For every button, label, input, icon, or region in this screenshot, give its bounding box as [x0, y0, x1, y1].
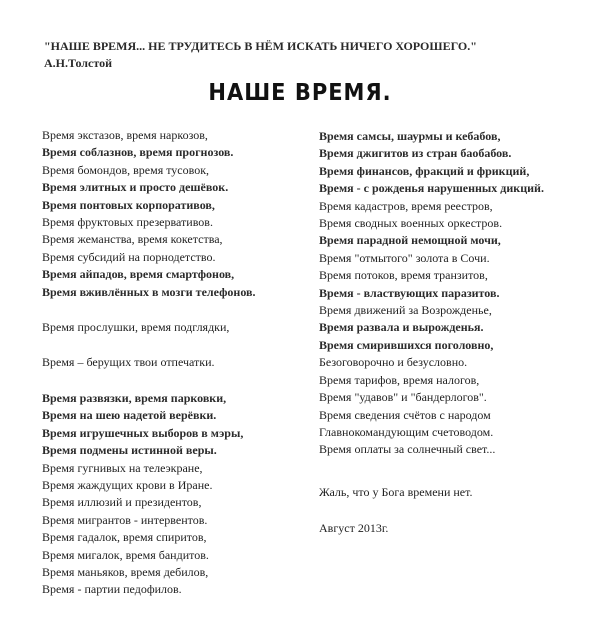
poem-line: Время сводных военных оркестров. — [319, 216, 503, 231]
poem-line: Время – берущих твои отпечатки. — [42, 355, 215, 370]
poem-line: Время маньяков, время дебилов, — [42, 564, 209, 579]
poem-line: Безоговорочно и безусловно. — [319, 355, 468, 370]
poem-line: Время жеманства, время кокетства, — [42, 232, 223, 247]
poem-line: Время элитных и просто дешёвок. — [42, 180, 229, 195]
poem-left-column — [42, 127, 302, 599]
poem-line: Время гадалок, время спиритов, — [42, 530, 207, 545]
poem-line: Время развязки, время парковки, — [42, 390, 227, 405]
poem-line: Время движений за Возрожденье, — [319, 303, 492, 318]
poem-line: Главнокомандующим счетоводом. — [319, 424, 494, 439]
poem-line: Время субсидий на порнодетство. — [42, 249, 216, 264]
poem-line: Время "отмытого" золота в Сочи. — [319, 250, 490, 265]
poem-line: Время - партии педофилов. — [42, 582, 182, 597]
poem-line: Время - властвующих паразитов. — [319, 285, 500, 300]
poem-line: Время прослушки, время подглядки, — [42, 320, 230, 335]
poem-line: Время подмены истинной веры. — [42, 443, 217, 458]
poem-line: Время джигитов из стран баобабов. — [319, 146, 512, 161]
poem-line: Время - с рожденья нарушенных дикций. — [319, 181, 544, 196]
poem-line: Время вживлённых в мозги телефонов. — [42, 284, 256, 299]
poem-ending: Жаль, что у Бога времени нет. — [319, 485, 473, 499]
poem-line: Время развала и вырожденья. — [319, 320, 484, 335]
poem-line: Время самсы, шаурмы и кебабов, — [319, 129, 501, 143]
poem-line: Время кадастров, время реестров, — [319, 198, 493, 213]
poem-line: Время на шею надетой верёвки. — [42, 408, 217, 423]
poem-line: Время сведения счётов с народом — [319, 407, 491, 422]
poem-line: Время игрушечных выборов в мэры, — [42, 425, 244, 440]
poem-line: Время "удавов" и "бандерлогов". — [319, 390, 487, 405]
poem-line: Время тарифов, время налогов, — [319, 372, 480, 387]
epigraph-quote: "НАШЕ ВРЕМЯ... НЕ ТРУДИТЕСЬ В НЁМ ИСКАТЬ НИЧЕГО ХОРОШЕГО." — [44, 39, 477, 53]
poem-line: Время финансов, фракций и фрикций, — [319, 163, 530, 178]
poem-line: Время оплаты за солнечный свет... — [319, 442, 496, 457]
poem-line: Время бомондов, время тусовок, — [42, 162, 210, 177]
poem-line: Время мигрантов - интервентов. — [42, 512, 208, 527]
poem-title: НАШЕ ВРЕМЯ. — [208, 78, 392, 106]
poem-date: Август 2013г. — [319, 521, 389, 535]
poem-line: Время парадной немощной мочи, — [319, 233, 501, 248]
poem-line: Время соблазнов, время прогнозов. — [42, 145, 234, 160]
poem-right-column — [319, 128, 589, 459]
poem-line: Время понтовых корпоративов, — [42, 197, 215, 212]
poem-line: Время фруктовых презервативов. — [42, 215, 213, 230]
epigraph — [44, 38, 477, 72]
poem-line: Время экстазов, время наркозов, — [42, 128, 208, 142]
poem-line: Время айпадов, время смартфонов, — [42, 267, 235, 282]
poem-line: Время потоков, время транзитов, — [319, 268, 488, 283]
poem-line: Время гугнивых на телеэкране, — [42, 460, 203, 475]
epigraph-author: А.Н.Толстой — [44, 56, 113, 70]
poem-line: Время жаждущих крови в Иране. — [42, 477, 213, 492]
poem-line: Время иллюзий и президентов, — [42, 495, 202, 510]
poem-line: Время смирившихся поголовно, — [319, 337, 494, 352]
poem-line: Время мигалок, время бандитов. — [42, 547, 209, 562]
